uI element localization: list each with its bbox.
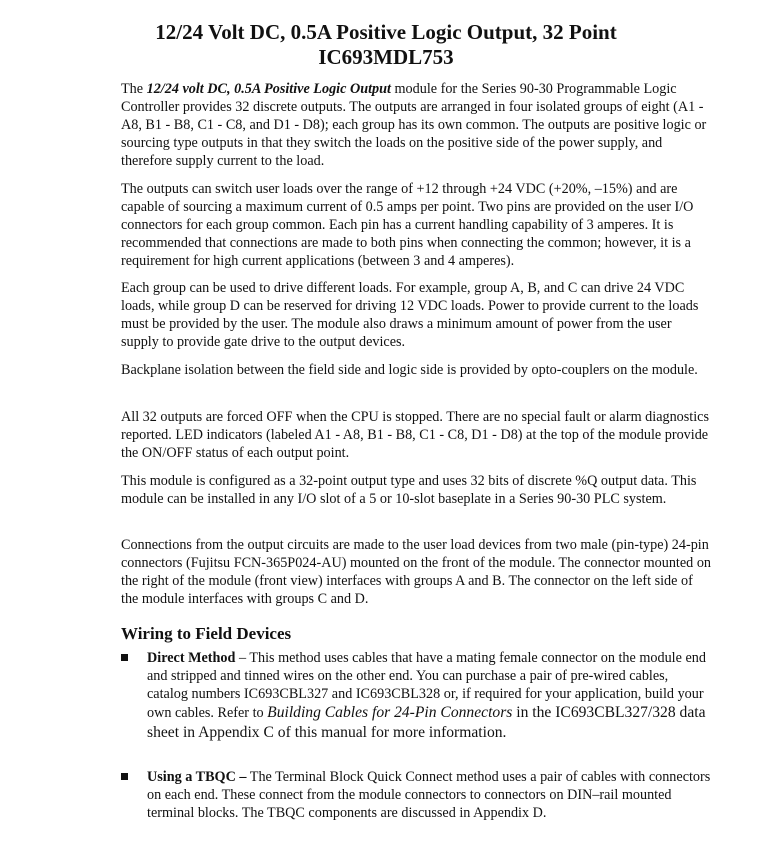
direct-method-body: – This method uses cables that have a mating female connector on the module end and stripped and tinned wires on the other end. You can purchase a pair of pre-wired cables, catalog numbers IC693CBL327 and IC693CBL328 or, if required for your application, build your own cables. Refer to (147, 650, 706, 721)
paragraph-connections: Connections from the output circuits are made to the user load devices from two male (pin-type) 24-pin connectors (Fujitsu FCN-365P024-AU) mounted on the front of the module. The connector mounted on the right of the module (front view) interfaces with groups A and B. The connector on the left side of the module interfaces with groups C and D. (121, 537, 712, 607)
tbqc-text (147, 768, 712, 822)
section-heading: Wiring to Field Devices (121, 624, 292, 643)
title-line-2: IC693MDL753 (318, 45, 454, 69)
bullet-square-icon (121, 654, 128, 661)
paragraph-outputs-off: All 32 outputs are forced OFF when the CPU is stopped. There are no special fault or alarm diagnostics reported. LED indicators (labeled A1 - A8, B1 - B8, C1 - C8, D1 - D8) at the top of the module provide the ON/OFF status of each output point. (121, 409, 709, 461)
paragraph-configuration: This module is configured as a 32-point output type and uses 32 bits of discrete %Q output data. This module can be installed in any I/O slot of a 5 or 10-slot baseplate in a Series 90-30 PLC system. (121, 473, 697, 507)
direct-method-lead: Direct Method (147, 650, 236, 666)
tbqc-body: The Terminal Block Quick Connect method uses a pair of cables with connectors on each end. These connect from the module connectors to connectors on DIN–rail mounted terminal blocks. The TBQC components are discussed in Appendix D. (147, 769, 711, 821)
paragraph-isolation: Backplane isolation between the field side and logic side is provided by opto-couplers on the module. (121, 362, 698, 378)
direct-method-text (147, 649, 712, 743)
bullet-square-icon (121, 773, 128, 780)
paragraph-switching: The outputs can switch user loads over the range of +12 through +24 VDC (+20%, –15%) and are capable of sourcing a maximum current of 0.5 amps per point. Two pins are provided on the user I/O connectors for each group common. Each pin has a current handling capability of 3 amperes. It is recommended that connections are made to both pins when connecting the common; however, it is a requirement for high current applications (between 3 and 4 amperes). (121, 181, 694, 269)
direct-method-reference: Building Cables for 24-Pin Connectors (267, 704, 513, 721)
paragraph-intro (121, 80, 711, 170)
paragraph-intro-post: module for the Series 90-30 Programmable Logic Controller provides 32 discrete outputs. The outputs are arranged in four isolated groups of eight (A1 - A8, B1 - B8, C1 - C8, and D1 - D8); each group has its own common. The outputs are positive logic or sourcing type outputs in that they switch the loads on the positive side of the power supply, and therefore supply current to the load. (121, 81, 707, 169)
page-title (0, 20, 772, 70)
tbqc-lead: Using a TBQC – (147, 769, 247, 785)
title-line-1: 12/24 Volt DC, 0.5A Positive Logic Output, 32 Point (155, 20, 617, 44)
direct-method-body-end: in the IC693CBL327/328 data sheet in Appendix C of this manual for more information. (147, 704, 706, 741)
paragraph-groups: Each group can be used to drive different loads. For example, group A, B, and C can drive 24 VDC loads, while group D can be reserved for driving 12 VDC loads. Power to provide current to the loads must be provided by the user. The module also draws a minimum amount of power from the user supply to provide gate drive to the output devices. (121, 280, 699, 350)
paragraph-intro-pre: The (121, 81, 147, 97)
module-name-emphasis: 12/24 volt DC, 0.5A Positive Logic Output (146, 81, 391, 97)
